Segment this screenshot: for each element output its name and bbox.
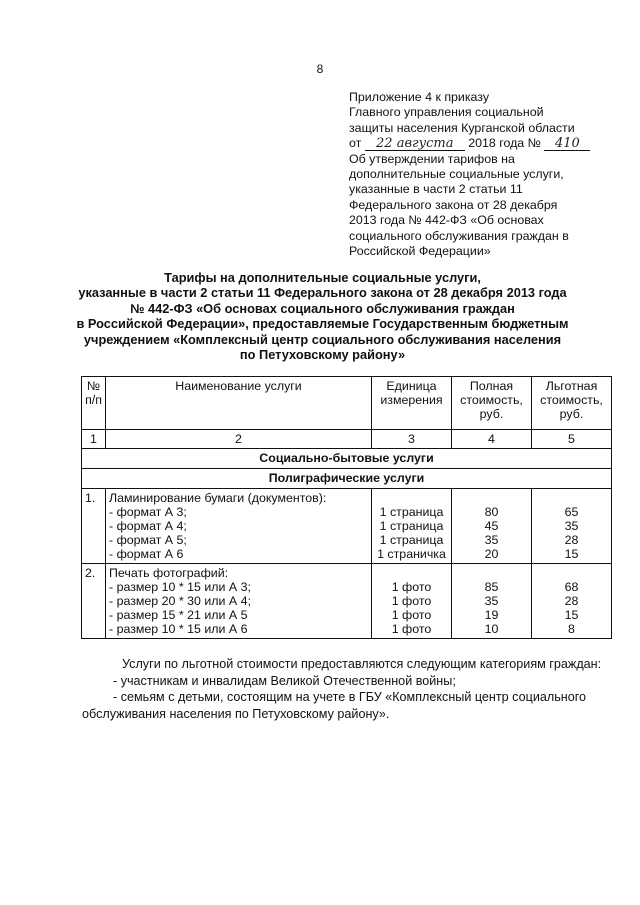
- service-item: - размер 15 * 21 или А 5: [109, 608, 248, 622]
- footer-line: Услуги по льготной стоимости предоставляются следующим категориям граждан:: [122, 657, 602, 671]
- column-number: 5: [532, 430, 612, 449]
- column-number: 4: [452, 430, 532, 449]
- table-row: [82, 489, 612, 564]
- header-service-name: Наименование услуги: [106, 377, 372, 430]
- title-line: по Петуховскому району»: [239, 347, 406, 363]
- appendix-line: защиты населения Курганской области: [349, 120, 575, 135]
- appendix-line: 2013 года № 442-ФЗ «Об основах: [349, 213, 544, 228]
- section-title: Социально-бытовые услуги: [82, 449, 612, 469]
- column-number: 2: [106, 430, 372, 449]
- service-item: - размер 10 * 15 или А 6: [109, 622, 248, 636]
- appendix-line: социального обслуживания граждан в: [349, 228, 569, 243]
- unit-cell: 1 страница 1 страница 1 страница 1 страничка: [372, 489, 452, 564]
- tariff-table: [81, 376, 612, 639]
- service-item: - формат А 3;: [109, 505, 187, 519]
- header-unit: Единица измерения: [372, 377, 452, 430]
- appendix-line: указанные в части 2 статьи 11: [349, 182, 523, 197]
- page-number: 8: [316, 62, 324, 76]
- title-line: в Российской Федерации», предоставляемые Государственным бюджетным: [76, 316, 569, 332]
- column-numbers-row: [82, 430, 612, 449]
- service-item: - размер 10 * 15 или А 3;: [109, 580, 251, 594]
- appendix-line: Главного управления социальной: [349, 105, 544, 120]
- unit-cell: 1 фото 1 фото 1 фото 1 фото: [372, 564, 452, 639]
- table-header-row: [82, 377, 612, 430]
- discount-price-cell: 65 35 28 15: [532, 489, 612, 564]
- header-num: № п/п: [82, 377, 106, 430]
- service-cell: [106, 564, 372, 639]
- service-item: - формат А 5;: [109, 533, 187, 547]
- appendix-line: Российской Федерации»: [349, 244, 491, 259]
- footer-note: [82, 656, 622, 722]
- subsection-row: [82, 469, 612, 489]
- full-price-cell: 80 45 35 20: [452, 489, 532, 564]
- header-discount-price: Льготная стоимость, руб.: [532, 377, 612, 430]
- title-line: указанные в части 2 статьи 11 Федерального закона от 28 декабря 2013 года: [78, 285, 567, 301]
- title-line: учреждением «Комплексный центр социального обслуживания населения: [83, 331, 562, 347]
- appendix-date-line: [349, 136, 629, 151]
- footer-line: обслуживания населения по Петуховскому району».: [82, 706, 390, 721]
- handwritten-number: 410: [544, 137, 590, 151]
- service-title: Печать фотографий:: [109, 566, 229, 580]
- service-item: - формат А 4;: [109, 519, 187, 533]
- column-number: 1: [82, 430, 106, 449]
- appendix-header: [349, 90, 629, 259]
- full-price-cell: 85 35 19 10: [452, 564, 532, 639]
- service-item: - формат А 6: [109, 547, 184, 561]
- footer-line: - участникам и инвалидам Великой Отечественной войны;: [113, 673, 456, 688]
- document-title: [60, 270, 585, 362]
- service-item: - размер 20 * 30 или А 4;: [109, 594, 251, 608]
- service-title: Ламинирование бумаги (документов):: [109, 491, 327, 505]
- appendix-line: Приложение 4 к приказу: [349, 90, 490, 104]
- title-line: Тарифы на дополнительные социальные услуги,: [164, 270, 481, 285]
- handwritten-date: 22 августа: [365, 137, 465, 151]
- footer-line: - семьям с детьми, состоящим на учете в ГБУ «Комплексный центр социального: [113, 690, 587, 705]
- header-full-price: Полная стоимость, руб.: [452, 377, 532, 430]
- title-line: № 442-ФЗ «Об основах социального обслуживания граждан: [130, 300, 515, 316]
- date-prefix: от: [349, 136, 362, 151]
- subsection-title: Полиграфические услуги: [82, 469, 612, 489]
- table-row: [82, 564, 612, 639]
- discount-price-cell: 68 28 15 8: [532, 564, 612, 639]
- appendix-line: Об утверждении тарифов на: [349, 151, 515, 166]
- appendix-line: дополнительные социальные услуги,: [349, 167, 564, 182]
- appendix-line: Федерального закона от 28 декабря: [349, 197, 558, 212]
- service-cell: [106, 489, 372, 564]
- section-row: [82, 449, 612, 469]
- row-number: 2.: [82, 564, 106, 639]
- column-number: 3: [372, 430, 452, 449]
- row-number: 1.: [82, 489, 106, 564]
- date-year: 2018 года №: [468, 136, 541, 151]
